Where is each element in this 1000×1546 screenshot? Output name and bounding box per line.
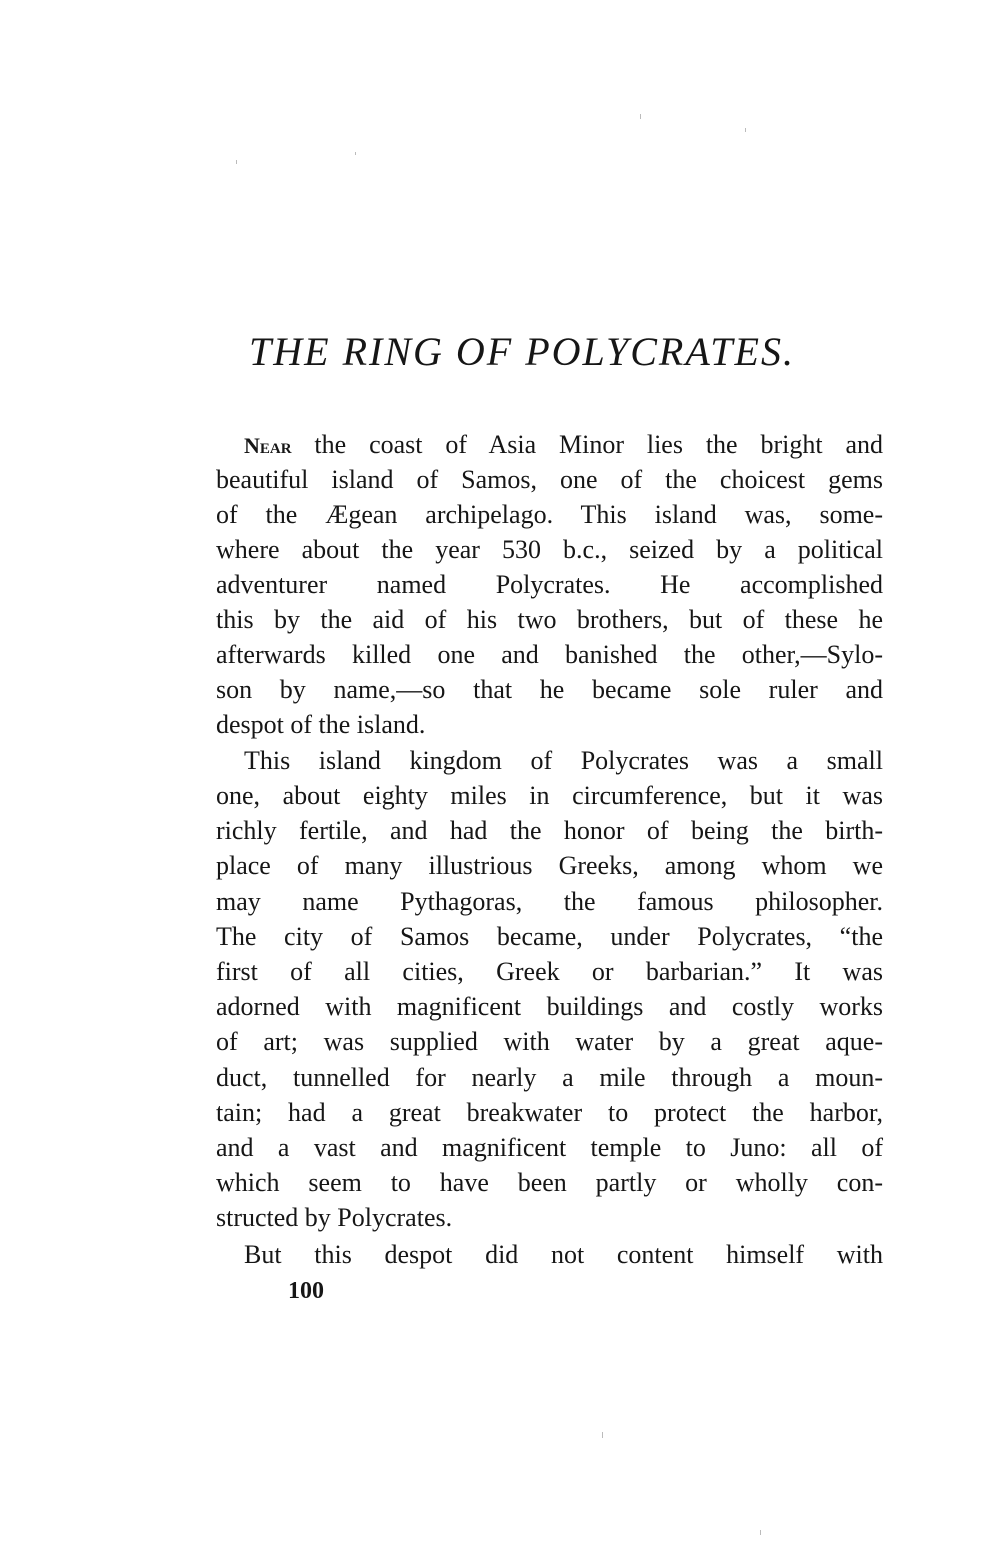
text-line: The city of Samos became, under Polycrates, “the [216,922,883,951]
text-line: of the Ægean archipelago. This island was, some- [216,500,883,529]
text-line: may name Pythagoras, the famous philosopher. [216,887,883,916]
text-line: Near the coast of Asia Minor lies the bright and [244,430,883,459]
paper-speck [236,160,237,164]
text-line: of art; was supplied with water by a great aque- [216,1027,883,1056]
page-number: 100 [288,1278,324,1304]
drop-word: Near [244,433,292,458]
text-line: structed by Polycrates. [216,1203,453,1232]
paper-speck [602,1432,603,1438]
text-line: richly fertile, and had the honor of being the birth- [216,816,883,845]
text-line: adventurer named Polycrates. He accomplished [216,570,883,599]
text-line: beautiful island of Samos, one of the choicest gems [216,465,883,494]
text-line: where about the year 530 b.c., seized by a political [216,535,883,564]
paper-speck [745,128,746,132]
text-line: This island kingdom of Polycrates was a small [244,746,883,775]
text-line: place of many illustrious Greeks, among whom we [216,851,883,880]
text-line: son by name,—so that he became sole ruler and [216,675,883,704]
paper-speck [760,1530,761,1535]
text-line: despot of the island. [216,710,426,739]
text-line: afterwards killed one and banished the other,—Sylo- [216,640,883,669]
text-line: But this despot did not content himself with [244,1240,883,1269]
text-line: adorned with magnificent buildings and costly works [216,992,883,1021]
text-line: tain; had a great breakwater to protect the harbor, [216,1098,883,1127]
text-line: duct, tunnelled for nearly a mile through a moun- [216,1063,883,1092]
text-line: which seem to have been partly or wholly con- [216,1168,883,1197]
chapter-title: THE RING OF POLYCRATES. [249,329,795,374]
text-line: one, about eighty miles in circumference, but it was [216,781,883,810]
paper-speck [355,152,356,155]
text-line: first of all cities, Greek or barbarian.” It was [216,957,883,986]
paper-speck [640,114,641,119]
text-line: this by the aid of his two brothers, but of these he [216,605,883,634]
text-line: and a vast and magnificent temple to Juno: all of [216,1133,883,1162]
